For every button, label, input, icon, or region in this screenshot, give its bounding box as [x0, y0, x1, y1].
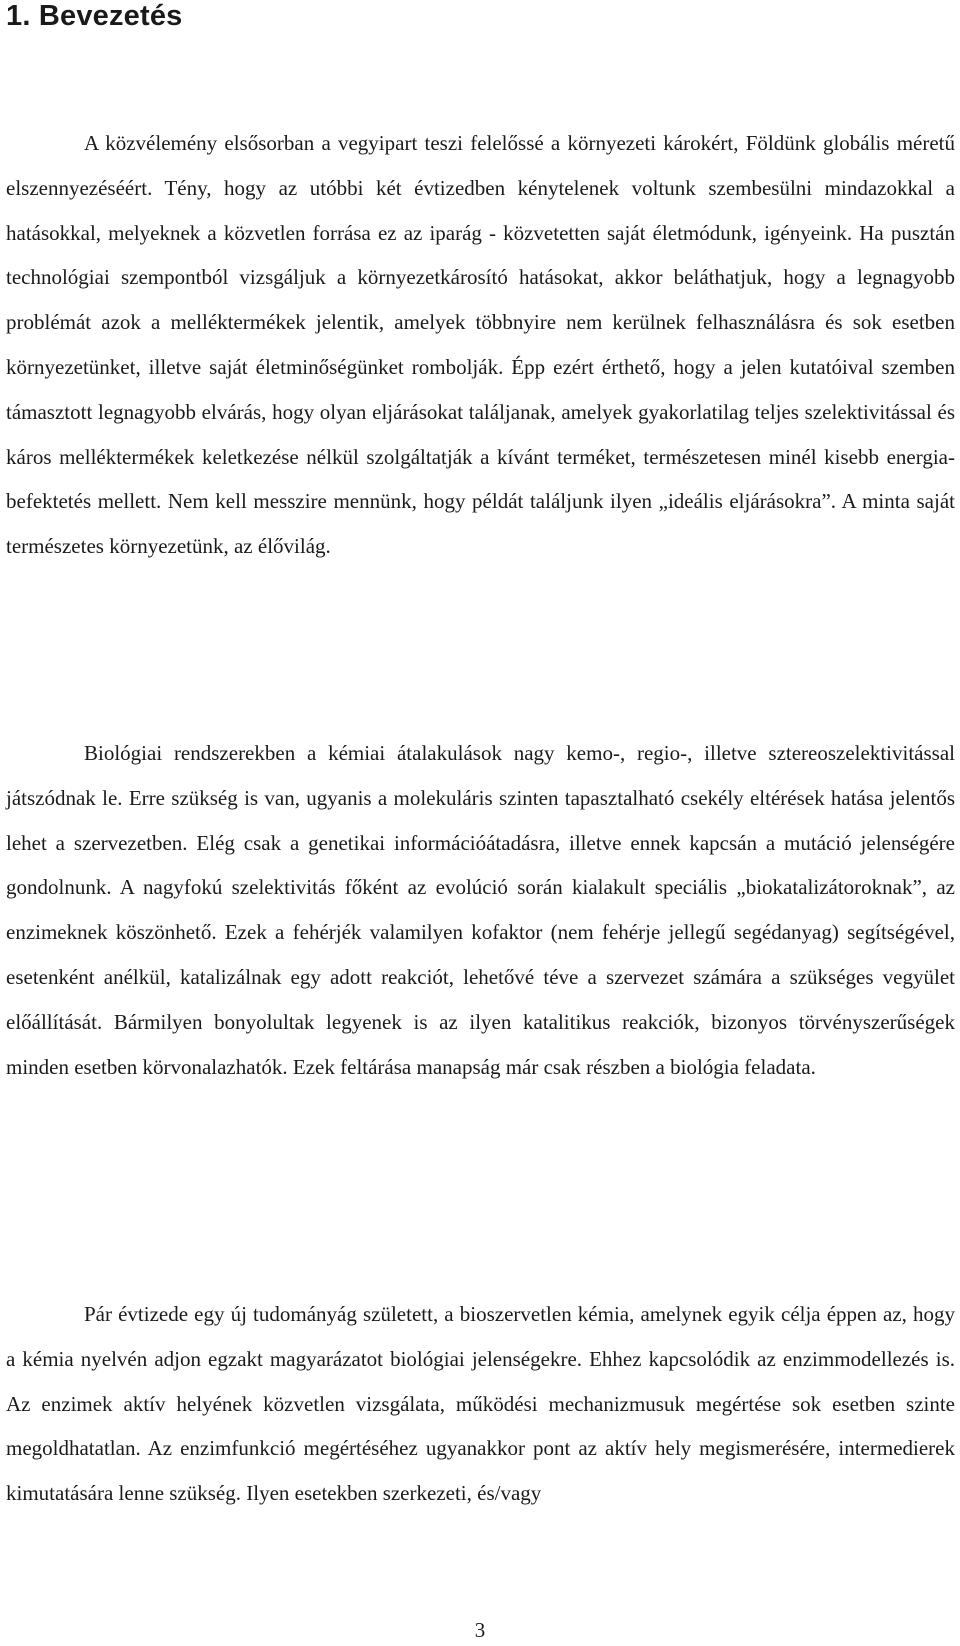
paragraph-biological-systems: Biológiai rendszerekben a kémiai átalakulások nagy kemo-, regio-, illetve sztereoszelektivitással játszódnak le. Erre szükség is van, ugyanis a molekuláris szinten tapasztalható csekély eltérések hatása jelentős lehet a szervezetben. Elég csak a genetikai információátadásra, illetve ennek kapcsán a mutáció jelenségére gondolnunk. A nagyfokú szelektivitás főként az evolúció során kialakult speciális „biokatalizátoroknak”, az enzimeknek köszönhető. Ezek a fehérjék valamilyen kofaktor (nem fehérje jellegű segédanyag) segítségével, esetenként anélkül, katalizálnak egy adott reakciót, lehetővé téve a szervezet számára a szükséges vegyület előállítását. Bármilyen bonyolultak legyenek is az ilyen katalitikus reakciók, bizonyos törvényszerűségek minden esetben körvonalazhatók. Ezek feltárása manapság már csak részben a biológia feladata. — [6, 741, 955, 1079]
paragraph-intro: A közvélemény elsősorban a vegyipart teszi felelőssé a környezeti károkért, Földünk globális méretű elszennyezéséért. Tény, hogy az utóbbi két évtizedben kénytelenek voltunk szembesülni mindazokkal a hatásokkal, melyeknek a közvetlen forrása ez az iparág - közvetetten saját életmódunk, igényeink. Ha pusztán technológiai szempontból vizsgáljuk a környezetkárosító hatásokat, akkor beláthatjuk, hogy a legnagyobb problémát azok a melléktermékek jelentik, amelyek többnyire nem kerülnek felhasználásra és sok esetben környezetünket, illetve saját életminőségünket rombolják. Épp ezért érthető, hogy a jelen kutatóival szemben támasztott legnagyobb elvárás, hogy olyan eljárásokat találjanak, amelyek gyakorlatilag teljes szelektivitással és káros melléktermékek keletkezése nélkül szolgáltatják a kívánt terméket, természetesen minél kisebb energia-befektetés mellett. Nem kell messzire mennünk, hogy példát találjunk ilyen „ideális eljárásokra”. A minta saját természetes környezetünk, az élővilág. — [6, 131, 955, 559]
section-heading: 1. Bevezetés — [6, 0, 183, 32]
page-number: 3 — [474, 1618, 486, 1642]
paragraph-bioinorganic-chemistry: Pár évtizede egy új tudományág született, a bioszervetlen kémia, amelynek egyik célja éppen az, hogy a kémia nyelvén adjon egzakt magyarázatot biológiai jelenségekre. Ehhez kapcsolódik az enzimmodellezés is. Az enzimek aktív helyének közvetlen vizsgálata, működési mechanizmusuk megértése sok esetben szinte megoldhatatlan. Az enzimfunkció megértéséhez ugyanakkor pont az aktív hely megismerésére, intermedierek kimutatására lenne szükség. Ilyen esetekben szerkezeti, és/vagy — [6, 1302, 955, 1506]
